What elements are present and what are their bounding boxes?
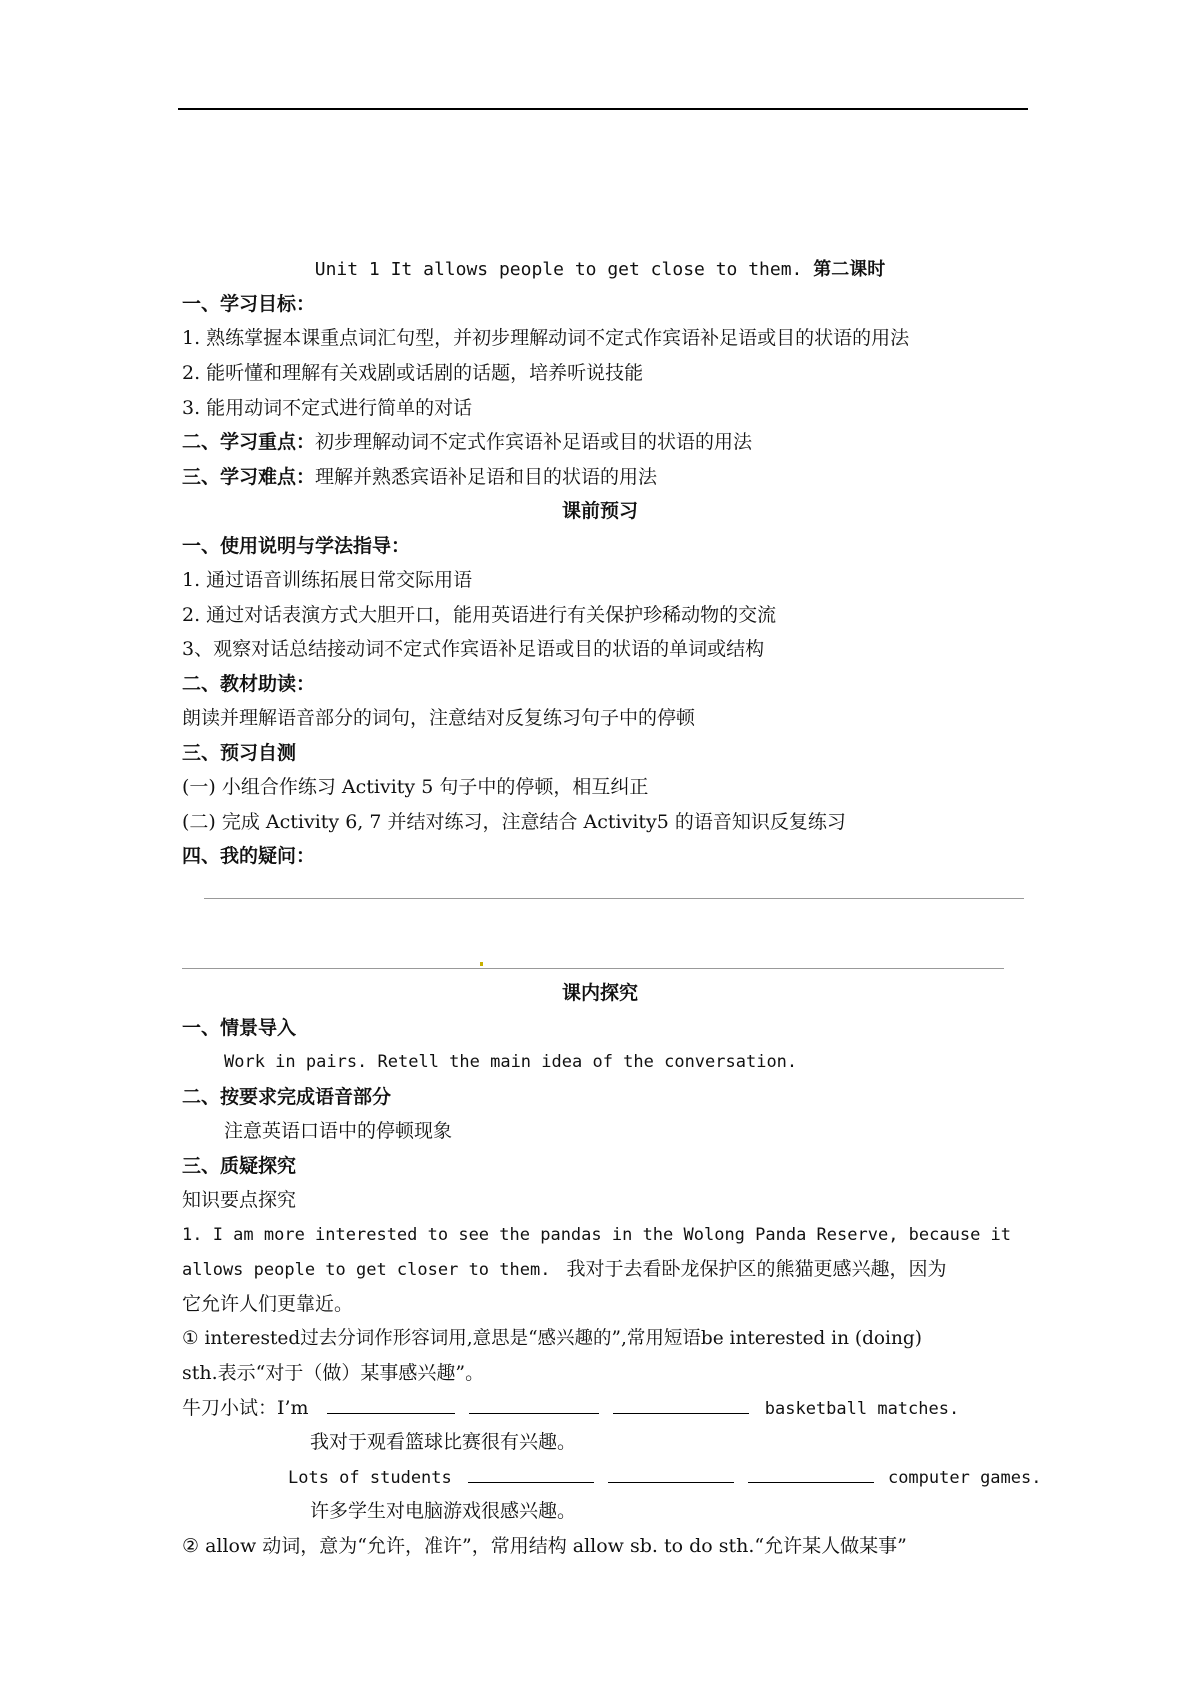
intro-text: Work in pairs. Retell the main idea of the conversation.	[224, 1052, 798, 1072]
blank-3[interactable]	[613, 1397, 749, 1414]
focus-label: 二、学习重点：	[182, 431, 316, 453]
try-line-2	[288, 1465, 1041, 1490]
blank-6[interactable]	[748, 1466, 874, 1483]
inclass-section-title: 课内探究	[561, 982, 638, 1004]
try2-head: Lots of students	[288, 1468, 452, 1488]
goal-item-1: 1. 熟练掌握本课重点词汇句型，并初步理解动词不定式作宾语补足语或目的状语的用法	[182, 327, 910, 349]
guide-item-2: 2. 通过对话表演方式大胆开口，能用英语进行有关保护珍稀动物的交流	[182, 604, 777, 626]
point1-line2	[182, 1257, 947, 1282]
point1-chinese: 我对于去看卧龙保护区的熊猫更感兴趣，因为	[566, 1258, 947, 1280]
phonetics-heading: 二、按要求完成语音部分	[182, 1086, 392, 1108]
note1-line2: sth.表示“对于（做）某事感兴趣”。	[182, 1362, 485, 1384]
intro-heading: 一、情景导入	[182, 1017, 297, 1039]
answer-line-1	[204, 898, 1024, 899]
note2-line: ② allow 动词，意为“允许，准许”，常用结构 allow sb. to do sth.“允许某人做某事”	[182, 1535, 907, 1557]
selftest-heading: 三、预习自测	[182, 742, 297, 764]
try1-tail: basketball matches.	[764, 1399, 960, 1419]
title-english: Unit 1 It allows people to get close to them.	[314, 259, 803, 280]
try-line-1	[182, 1396, 959, 1421]
point1-line1: 1. I am more interested to see the pandas in the Wolong Panda Reserve, because it	[182, 1225, 1012, 1245]
goals-heading: 一、学习目标：	[182, 293, 316, 315]
focus-line	[182, 430, 752, 454]
try2-tail: computer games.	[887, 1468, 1042, 1488]
point1-english-tail: allows people to get closer to them.	[182, 1260, 551, 1280]
selftest-item-2: (二) 完成 Activity 6, 7 并结对练习，注意结合 Activity5 的语音知识反复练习	[182, 811, 846, 833]
difficulty-label: 三、学习难点：	[182, 466, 316, 488]
try1-translation: 我对于观看篮球比赛很有兴趣。	[310, 1431, 577, 1453]
answer-line-2	[182, 968, 1004, 969]
title-chinese: 第二课时	[813, 259, 886, 280]
guide-item-1: 1. 通过语音训练拓展日常交际用语	[182, 569, 473, 591]
reading-text: 朗读并理解语音部分的词句，注意结对反复练习句子中的停顿	[182, 707, 696, 729]
blank-4[interactable]	[468, 1466, 594, 1483]
stray-mark	[480, 962, 483, 966]
try2-translation: 许多学生对电脑游戏很感兴趣。	[310, 1500, 577, 1522]
focus-text: 初步理解动词不定式作宾语补足语或目的状语的用法	[315, 431, 753, 453]
page-title	[0, 258, 1200, 282]
goal-item-3: 3. 能用动词不定式进行简单的对话	[182, 397, 473, 419]
blank-5[interactable]	[608, 1466, 734, 1483]
difficulty-line	[182, 465, 657, 489]
reading-heading: 二、教材助读：	[182, 673, 316, 695]
selftest-item-1: (一) 小组合作练习 Activity 5 句子中的停顿，相互纠正	[182, 776, 649, 798]
blank-2[interactable]	[469, 1397, 599, 1414]
point1-line3: 它允许人们更靠近。	[182, 1293, 354, 1315]
guide-heading: 一、使用说明与学法指导：	[182, 535, 411, 557]
knowledge-label: 知识要点探究	[182, 1189, 297, 1211]
guide-item-3: 3、观察对话总结接动词不定式作宾语补足语或目的状语的单词或结构	[182, 638, 765, 660]
note1-line1: ① interested过去分词作形容词用,意思是“感兴趣的”,常用短语be interested in (doing)	[182, 1328, 922, 1349]
inquiry-heading: 三、质疑探究	[182, 1155, 297, 1177]
phonetics-text: 注意英语口语中的停顿现象	[224, 1120, 453, 1142]
difficulty-text: 理解并熟悉宾语补足语和目的状语的用法	[315, 466, 658, 488]
questions-heading: 四、我的疑问：	[182, 845, 316, 867]
try-label: 牛刀小试：I’m	[182, 1397, 309, 1419]
blank-1[interactable]	[327, 1397, 455, 1414]
header-rule	[178, 108, 1028, 110]
goal-item-2: 2. 能听懂和理解有关戏剧或话剧的话题，培养听说技能	[182, 362, 644, 384]
preview-section-title: 课前预习	[561, 500, 638, 522]
